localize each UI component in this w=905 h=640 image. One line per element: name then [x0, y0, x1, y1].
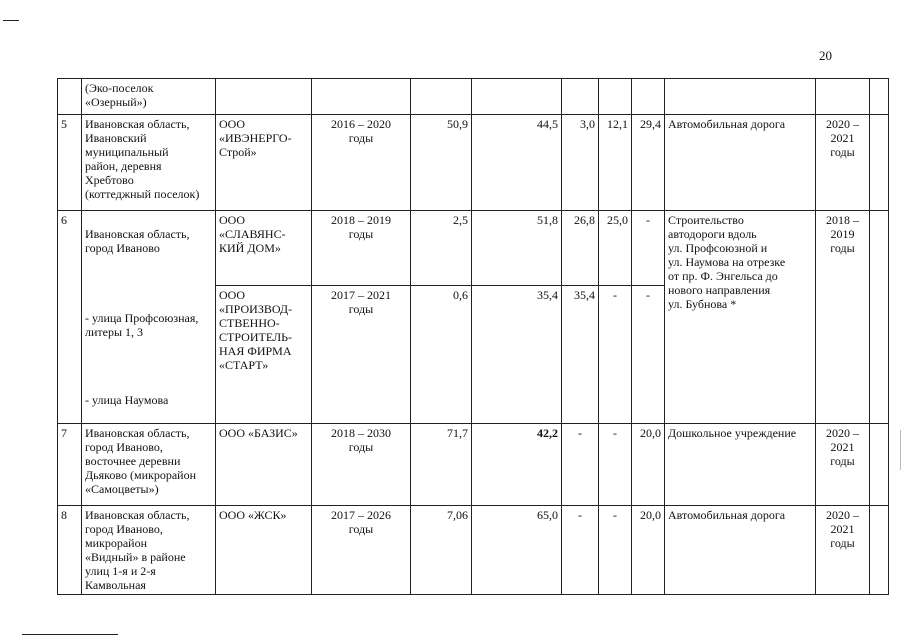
cell-address: Ивановская область, Ивановский муниципальный район, деревня Хребтово (коттеджный поселок) — [82, 115, 216, 211]
cell-term: 2018 – 2019 годы — [816, 211, 870, 424]
cell-v2: 35,4 — [472, 285, 562, 423]
cell-term — [816, 79, 870, 115]
cell-developer: ООО «ПРОИЗВОД- СТВЕННО- СТРОИТЕЛЬ- НАЯ ФИРМА «СТАРТ» — [216, 285, 312, 423]
cell-v3: - — [562, 506, 599, 595]
corner-dash — [3, 20, 19, 21]
cell-num — [58, 79, 82, 115]
cell-num: 8 — [58, 506, 82, 595]
cell-extra — [870, 79, 889, 115]
cell-period — [312, 79, 411, 115]
cell-address: (Эко-поселок «Озерный») — [82, 79, 216, 115]
cell-extra — [870, 211, 889, 424]
cell-developer: ООО «СЛАВЯНС- КИЙ ДОМ» — [216, 211, 312, 286]
cell-developer: ООО «ИВЭНЕРГО- Строй» — [216, 115, 312, 211]
cell-v3: 26,8 — [562, 211, 599, 286]
cell-term: 2020 – 2021 годы — [816, 424, 870, 506]
bottom-rule — [22, 634, 118, 635]
cell-v1 — [411, 79, 472, 115]
cell-v4: - — [599, 424, 632, 506]
spacer — [85, 353, 212, 379]
cell-address: Ивановская область, город Иваново, восточнее деревни Дьяково (микрорайон «Самоцветы») — [82, 424, 216, 506]
cell-term: 2020 – 2021 годы — [816, 115, 870, 211]
cell-period: 2018 – 2019 годы — [312, 211, 411, 286]
table-row-5 — [58, 115, 889, 211]
cell-v4: 25,0 — [599, 211, 632, 286]
cell-v4 — [599, 79, 632, 115]
cell-v3: 3,0 — [562, 115, 599, 211]
address-main: Ивановская область, город Иваново — [85, 227, 190, 255]
cell-object: Автомобильная дорога — [665, 115, 816, 211]
cell-v3: - — [562, 424, 599, 506]
cell-period: 2016 – 2020 годы — [312, 115, 411, 211]
cell-extra — [870, 506, 889, 595]
cell-period: 2017 – 2021 годы — [312, 285, 411, 423]
cell-v1: 71,7 — [411, 424, 472, 506]
cell-extra — [870, 115, 889, 211]
table-row-7 — [58, 424, 889, 506]
table-row-continuation — [58, 79, 889, 115]
address-sub-naumova: - улица Наумова — [85, 393, 169, 407]
cell-term: 2020 – 2021 годы — [816, 506, 870, 595]
cell-developer — [216, 79, 312, 115]
cell-num: 6 — [58, 211, 82, 424]
cell-extra — [870, 424, 889, 506]
cell-v2: 44,5 — [472, 115, 562, 211]
page-number: 20 — [819, 48, 832, 63]
cell-v3 — [562, 79, 599, 115]
cell-v4: - — [599, 506, 632, 595]
cell-v5 — [632, 79, 665, 115]
cell-v2: 65,0 — [472, 506, 562, 595]
cell-v5: 20,0 — [632, 424, 665, 506]
cell-v4: 12,1 — [599, 115, 632, 211]
address-sub-profsoyuznaya: - улица Профсоюзная, литеры 1, 3 — [85, 311, 199, 339]
cell-v1: 7,06 — [411, 506, 472, 595]
cell-address — [82, 211, 216, 424]
cell-period: 2017 – 2026 годы — [312, 506, 411, 595]
table-row-8 — [58, 506, 889, 595]
cell-v2 — [472, 79, 562, 115]
cell-num: 5 — [58, 115, 82, 211]
cell-v5: 29,4 — [632, 115, 665, 211]
spacer — [85, 269, 212, 297]
cell-object: Автомобильная дорога — [665, 506, 816, 595]
cell-period: 2018 – 2030 годы — [312, 424, 411, 506]
cell-v5: - — [632, 285, 665, 423]
projects-table — [57, 78, 889, 595]
cell-developer: ООО «ЖСК» — [216, 506, 312, 595]
cell-object — [665, 79, 816, 115]
cell-object: Строительство автодороги вдоль ул. Профсоюзной и ул. Наумова на отрезке от пр. Ф. Энгельса до нового направления ул. Бубнова * — [665, 211, 816, 424]
cell-object: Дошкольное учреждение — [665, 424, 816, 506]
cell-v2: 51,8 — [472, 211, 562, 286]
cell-address: Ивановская область, город Иваново, микрорайон «Видный» в районе улиц 1-я и 2-я Камвольная — [82, 506, 216, 595]
cell-v1: 0,6 — [411, 285, 472, 423]
cell-v5: - — [632, 211, 665, 286]
table-row-6a — [58, 211, 889, 286]
cell-v4: - — [599, 285, 632, 423]
cell-v3: 35,4 — [562, 285, 599, 423]
scan-mark — [900, 430, 901, 470]
cell-v1: 2,5 — [411, 211, 472, 286]
cell-v5: 20,0 — [632, 506, 665, 595]
cell-v2: 42,2 — [472, 424, 562, 506]
cell-num: 7 — [58, 424, 82, 506]
cell-developer: ООО «БАЗИС» — [216, 424, 312, 506]
cell-v1: 50,9 — [411, 115, 472, 211]
